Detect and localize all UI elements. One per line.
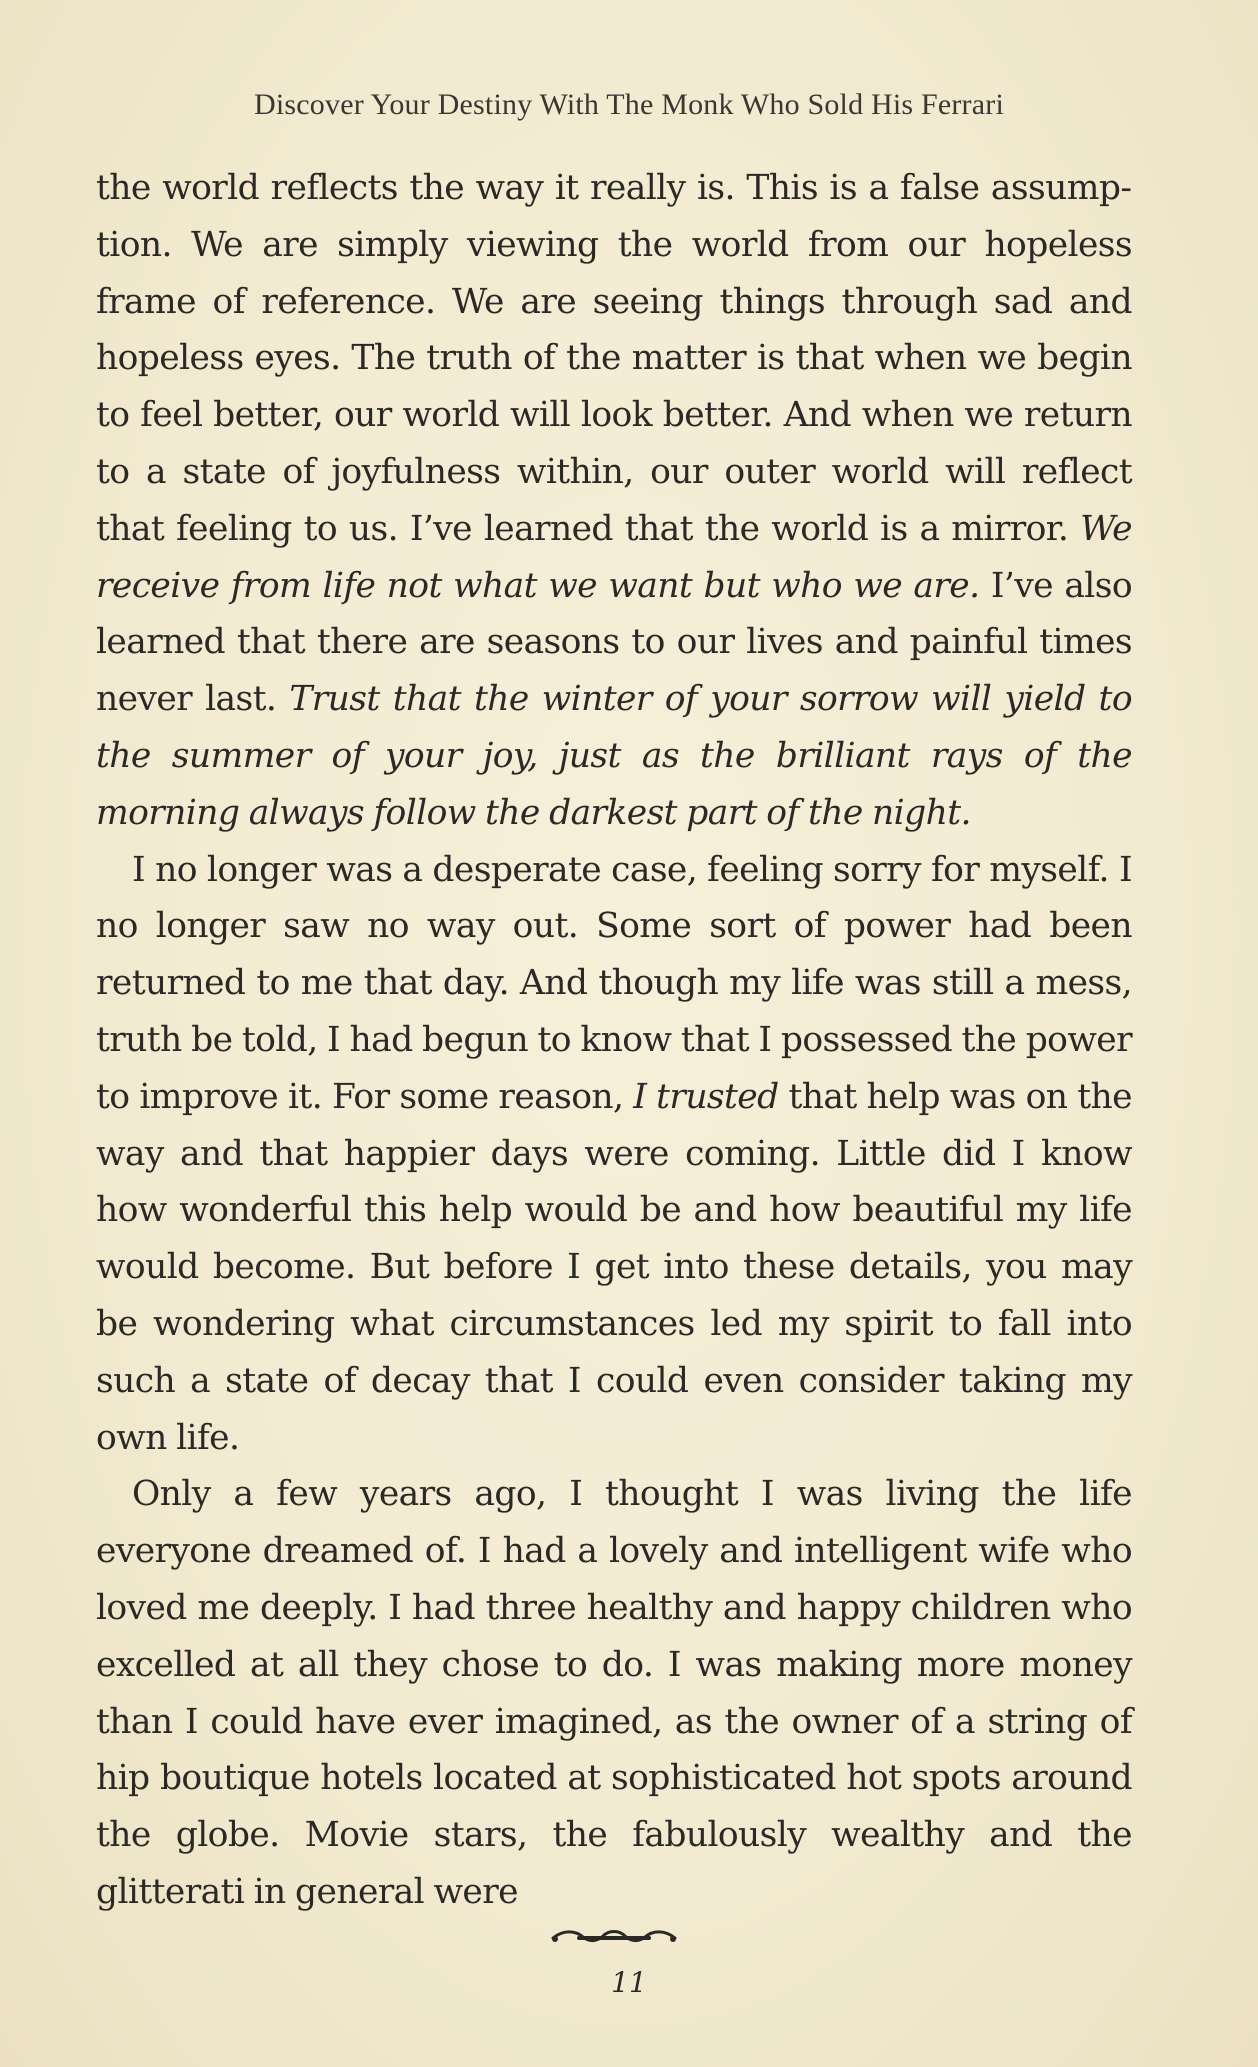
running-head: Discover Your Destiny With The Monk Who Sold His Ferrari [254, 88, 1004, 121]
italic-span: Trust that the winter of your sorrow will yield to the summer of your joy, just as the brilliant rays of the morning always follow the darkest part of the night. [96, 679, 1132, 833]
italic-span: We receive from life not what we want but who we are. [96, 508, 1132, 606]
paragraph [96, 842, 1132, 1467]
text-span: the world reflects the way it really is. This is a false assumption. We are simply viewing the world from our hopeless frame of reference. We are seeing things through sad and hopeless eyes. The truth of the matter is that when we begin to feel better, our world will look better. And when we return to a state of joyfulness within, our outer world will reflect that feeling to us. I’ve learned that the world is a mirror. [96, 168, 1132, 549]
paragraph [96, 1466, 1132, 1920]
paragraph [96, 160, 1132, 842]
text-span: I’ve also learned that there are seasons to our lives and painful times never last. [96, 565, 1132, 720]
flourish-ornament-icon [549, 1926, 679, 1948]
body-text [96, 160, 1132, 1921]
text-span: Only a few years ago, I thought I was living the life everyone dreamed of. I had a lovely and intelligent wife who loved me deeply. I had three healthy and happy children who excelled at all they chose to do. I was making more money than I could have ever imagined, as the owner of a string of hip boutique hotels located at sophisticated hot spots around the globe. Movie stars, the fabulously wealthy and the glitterati in general were [96, 1474, 1132, 1912]
page-number: 11 [611, 1966, 647, 1999]
text-span: that help was on the way and that happier days were coming. Little did I know how wonderful this help would be and how beautiful my life would become. But before I get into these details, you may be wondering what circumstances led my spirit to fall into such a state of decay that I could even consider taking my own life. [96, 1076, 1132, 1458]
italic-span: I trusted [633, 1076, 779, 1117]
text-span: I no longer was a desperate case, feeling sorry for myself. I no longer saw no way out. Some sort of power had been returned to me that day. And though my life was still a mess, truth be told, I had begun to know that I possessed the power to improve it. For some reason, [96, 849, 1132, 1117]
